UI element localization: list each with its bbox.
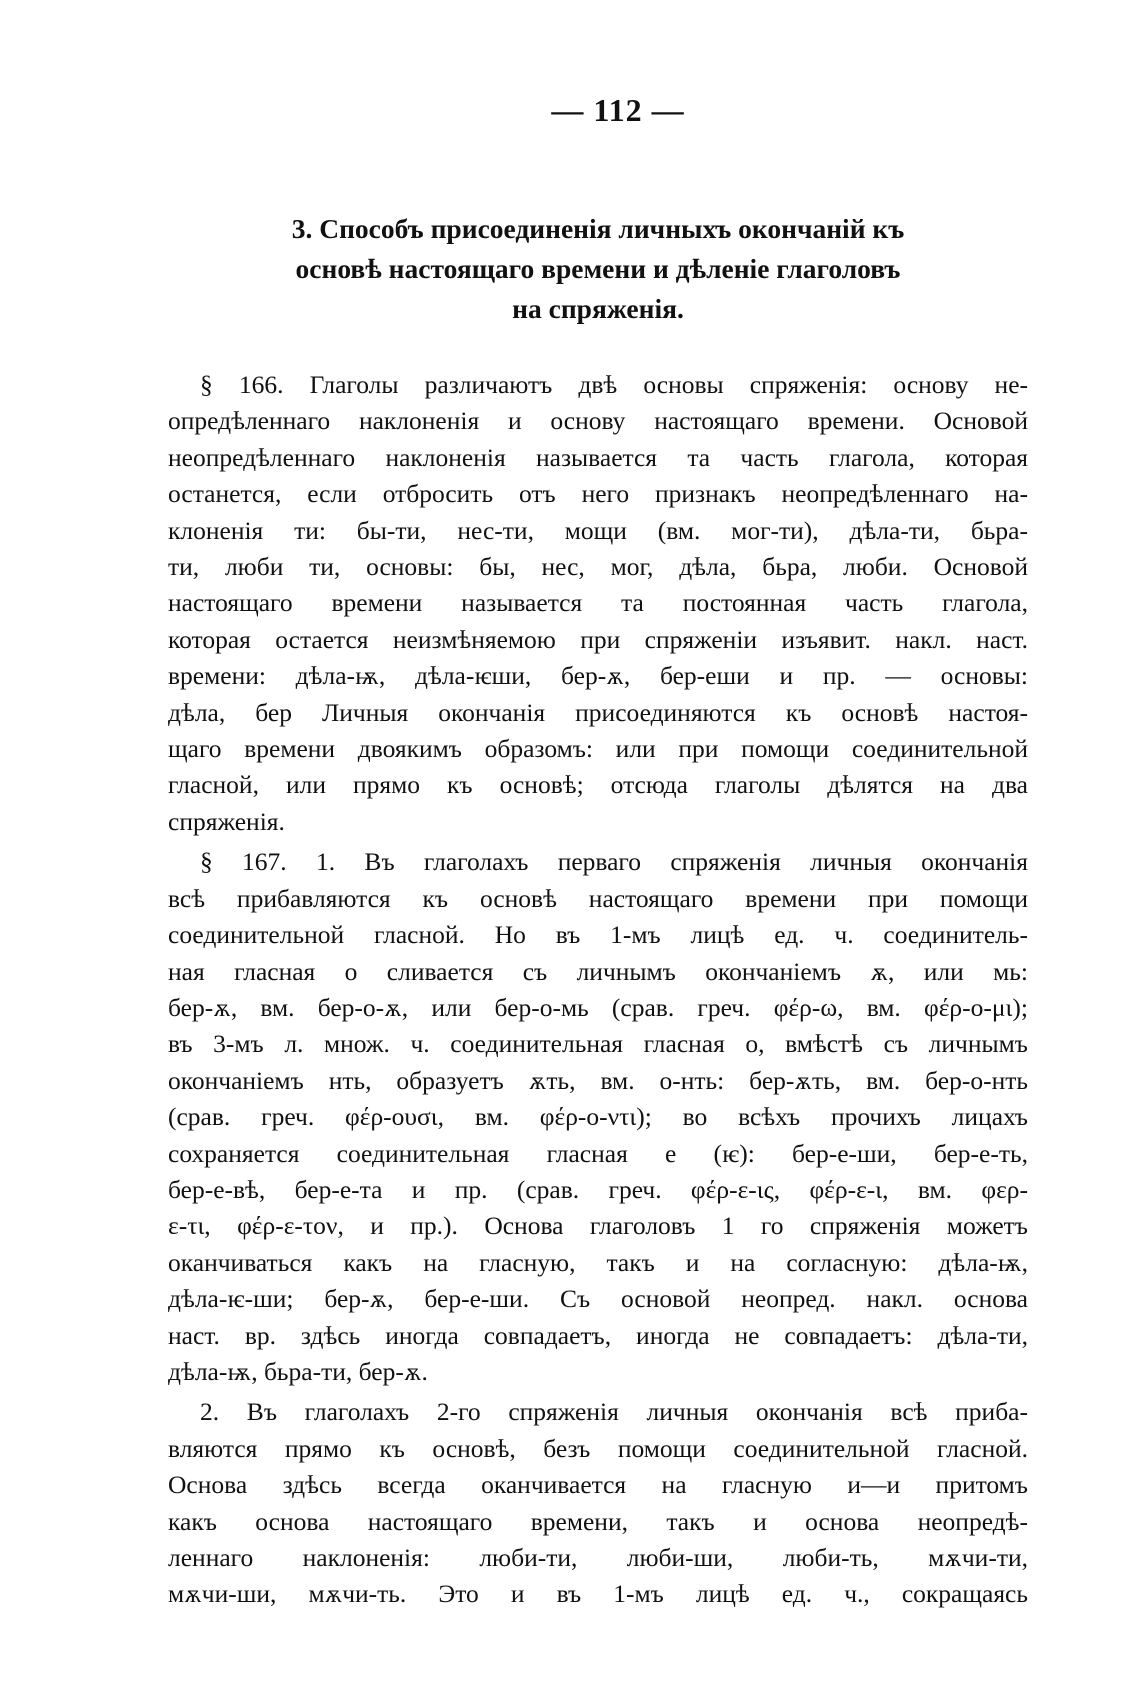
text-line: окончаніемъ нть, образуетъ ѫть, вм. о-нть: бер-ѫть, вм. бер-о-нть [168,1065,1028,1095]
text-line: какъ основа настоящаго времени, такъ и основа неопредѣ- [168,1506,1028,1536]
text-line: дѣла-ѥ-ши; бер-ѫ, бер-е-ши. Съ основой неопред. накл. основа [168,1284,1028,1314]
text-line: оканчиваться какъ на гласную, такъ и на согласную: дѣла-ѭ, [168,1247,1028,1277]
book-page [168,92,1028,1613]
text-line: ная гласная о сливается съ личнымъ окончаніемъ ѫ, или мь: [168,956,1028,986]
text-line: леннаго наклоненія: люби-ти, люби-ши, люби-ть, мѫчи-ти, [168,1543,1028,1572]
text-line: останется, если отбросить отъ него признакъ неопредѣленнаго на- [168,479,1028,509]
text-line: спряженія. [168,806,285,836]
text-line: наст. вр. здѣсь иногда совпадаетъ, иногда не совпадаетъ: дѣла-ти, [168,1320,1028,1350]
text-line: § 167. 1. Въ глаголахъ перваго спряженія личныя окончанія [200,847,1028,877]
text-line: которая остается неизмѣняемою при спряженіи изъявит. накл. наст. [168,624,1028,654]
heading-line: на спряженія. [512,293,684,324]
text-line: въ 3-мъ л. множ. ч. соединительная гласная о, вмѣстѣ съ личнымъ [168,1029,1028,1059]
text-line: бер-е-вѣ, бер-е-та и пр. (срав. греч. φέρ-ε-ις, φέρ-ε-ι, вм. φερ- [168,1174,1028,1204]
heading-line: основѣ настоящаго времени и дѣленіе глаголовъ [295,253,901,284]
text-line: ти, люби ти, основы: бы, нес, мог, дѣла, бьра, люби. Основой [168,552,1028,582]
text-line: дѣла, бер Личныя окончанія присоединяются къ основѣ настоя- [168,697,1028,727]
text-line: (срав. греч. φέρ-ουσι, вм. φέρ-ο-ντι); во всѣхъ прочихъ лицахъ [168,1102,1028,1132]
text-line: клоненія ти: бы-ти, нес-ти, мощи (вм. мог-ти), дѣла-ти, бьра- [168,515,1028,545]
paragraph-167 [168,844,1028,1390]
text-line: ε-τι, φέρ-ε-τον, и пр.). Основа глаголовъ 1 го спряженія можетъ [168,1211,1028,1241]
text-line: опредѣленнаго наклоненія и основу настоящаго времени. Основой [168,406,1028,436]
text-line: неопредѣленнаго наклоненія называется та часть глагола, которая [168,442,1028,472]
paragraph-166 [168,367,1028,840]
text-line: мѫчи-ши, мѫчи-ть. Это и въ 1-мъ лицѣ ед. ч., сокращаясь [168,1579,1028,1609]
text-line: 2. Въ глаголахъ 2-го спряженія личныя окончанія всѣ приба- [200,1397,1028,1427]
text-line: всѣ прибавляются къ основѣ настоящаго времени при помощи [168,883,1028,913]
page-number: — 112 — [551,92,685,128]
text-line: Основа здѣсь всегда оканчивается на гласную и—и притомъ [168,1470,1028,1500]
text-line: дѣла-ѭ, бьра-ти, бер-ѫ. [168,1356,428,1386]
text-line: вляются прямо къ основѣ, безъ помощи соединительной гласной. [168,1433,1028,1463]
paragraph-167-2 [168,1394,1028,1612]
text-line: настоящаго времени называется та постоянная часть глагола, [168,588,1028,618]
text-line: § 166. Глаголы различаютъ двѣ основы спряженія: основу не- [200,370,1028,399]
text-line: соединительной гласной. Но въ 1-мъ лицѣ ед. ч. соединитель- [168,920,1028,950]
section-heading [168,209,1028,329]
text-line: бер-ѫ, вм. бер-о-ѫ, или бер-о-мь (срав. греч. φέρ-ω, вм. φέρ-ο-μι); [168,992,1028,1022]
text-line: времени: дѣла-ѭ, дѣла-ѥши, бер-ѫ, бер-еши и пр. — основы: [168,661,1028,691]
text-line: сохраняется соединительная гласная е (ѥ): бер-е-ши, бер-е-ть, [168,1138,1028,1168]
heading-line: 3. Способъ присоединенія личныхъ окончаній къ [291,213,905,244]
text-line: гласной, или прямо къ основѣ; отсюда глаголы дѣлятся на два [168,770,1028,800]
text-line: щаго времени двоякимъ образомъ: или при помощи соединительной [168,734,1028,764]
